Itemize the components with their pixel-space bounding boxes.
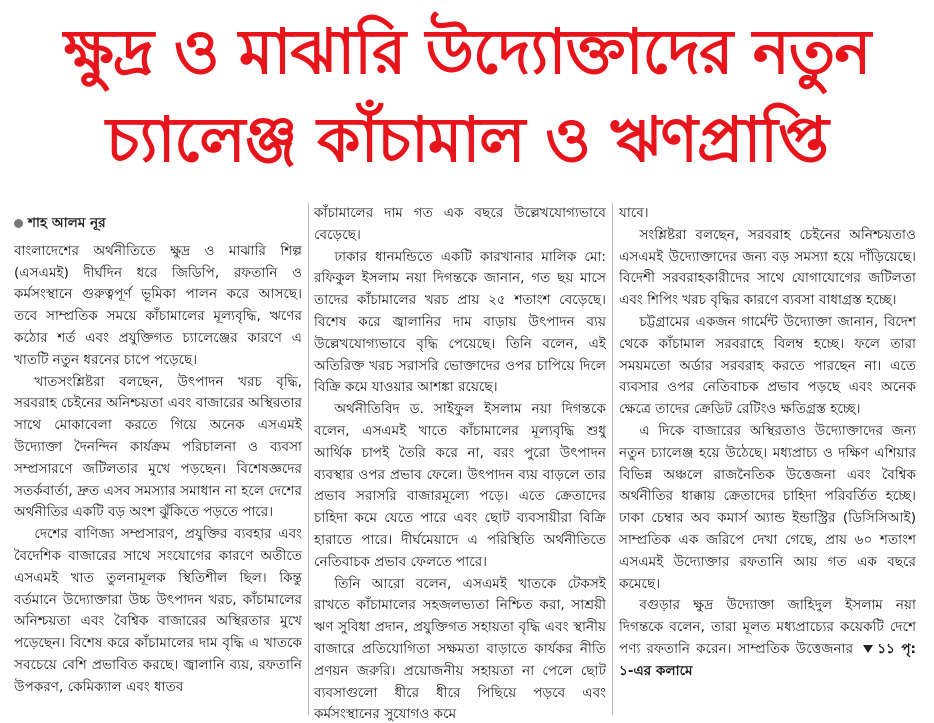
- paragraph: অর্থনীতিবিদ ড. সাইফুল ইসলাম নয়া দিগন্তকে বলেন, এসএমই খাতে কাঁচামালের মূল্যবৃদ্ধি শুধু আর্থিক চাপই তৈরি করে না, বরং পুরো উৎপাদন ব্যবস্থার ওপর প্রভাব ফেলে। উৎপাদন ব্যয় বাড়লে তার প্রভাব সরাসরি বাজারমূল্যে পড়ে। এতে ক্রেতাদের চাহিদা কমে যেতে পারে এবং ছোট ব্যবসায়ীরা বিক্রি হারাতে পারে। দীর্ঘমেয়াদে এ পরিস্থিতি অর্থনীতিতে নেতিবাচক প্রভাব ফেলতে পারে।: [314, 401, 606, 570]
- column-divider: [308, 203, 309, 715]
- article-column-1: [14, 203, 302, 723]
- paragraph: খাতসংশ্লিষ্টরা বলছেন, উৎপাদন খরচ বৃদ্ধি, সরবরাহ চেইনের অনিশ্চয়তা এবং বাজারের অস্থিরতার সাথে মোকাবেলা করতে গিয়ে অনেক এসএমই উদ্যোক্তা দৈনন্দিন কার্যক্রম পরিচালনা ও ব্যবসা সম্প্রসারণে জটিলতার মুখে পড়ছেন। বিশেষজ্ঞদের সতর্কবার্তা, দ্রুত এসব সমস্যার সমাধান না হলে দেশের অর্থনীতির একটি বড় অংশ ঝুঁকিতে পড়তে পারে।: [14, 373, 302, 521]
- continue-arrow-icon: [863, 645, 873, 653]
- paragraph: [619, 595, 916, 682]
- paragraph: দেশের বাণিজ্য সম্প্রসারণ, প্রযুক্তির ব্যবহার এবং বৈদেশিক বাজারের সাথে সংযোগের কারণে অতীতে এসএমই খাত তুলনামূলক স্থিতিশীল ছিল। কিন্তু বর্তমানে উদ্যোক্তারা উচ্চ উৎপাদন খরচ, কাঁচামালের অনিশ্চয়তা এবং বৈশ্বিক বাজারের অস্থিরতার মুখে পড়েছেন। বিশেষ করে কাঁচামালের দাম বৃদ্ধি এ খাতকে সবচেয়ে বেশি প্রভাবিত করছে। জ্বালানি ব্যয়, রফতানি উপকরণ, কেমিক্যাল এবং ধাতব: [14, 526, 302, 695]
- headline-line-1: ক্ষুদ্র ও মাঝারি উদ্যোক্তাদের নতুন: [63, 15, 871, 88]
- paragraph: এ দিকে বাজারের অস্থিরতাও উদ্যোক্তাদের জন্য নতুন চ্যালেঞ্জ হয়ে উঠেছে। মধ্যপ্রাচ্য ও দক্ষিণ এশিয়ার বিভিন্ন অঞ্চলে রাজনৈতিক উত্তেজনা এবং বৈশ্বিক অর্থনীতির ধাক্কায় ক্রেতাদের চাহিদা পরিবর্তিত হচ্ছে। ঢাকা চেম্বার অব কমার্স অ্যান্ড ইন্ডাস্ট্রির (ডিসিসিআই) সাম্প্রতিক এক জরিপে দেখা গেছে, প্রায় ৬০ শতাংশ এসএমই উদ্যোক্তার রফতানি আয় গত এক বছরে কমেছে।: [619, 422, 916, 592]
- paragraph: সংশ্লিষ্টরা বলছেন, সরবরাহ চেইনের অনিশ্চয়তাও এসএমই উদ্যোক্তাদের জন্য বড় সমস্যা হয়ে দাঁড়িয়েছে। বিদেশী সরবরাহকারীদের সাথে যোগাযোগের জটিলতা এবং শিপিং খরচ বৃদ্ধির কারণে ব্যবসা বাধাগ্রস্ত হচ্ছে।: [619, 226, 916, 309]
- paragraph: কাঁচামালের দাম গত এক বছরে উল্লেখযোগ্যভাবে বেড়েছে।: [314, 205, 606, 243]
- byline: [14, 213, 302, 235]
- bullet-icon: [14, 219, 23, 228]
- article-column-3: [619, 203, 916, 723]
- author-name: শাহ আলম নূর: [28, 215, 106, 231]
- paragraph: ঢাকার ধানমন্ডিতে একটি কারখানার মালিক মো: রফিকুল ইসলাম নয়া দিগন্তকে জানান, গত ছয় মাসে তাদের কাঁচামালের খরচ প্রায় ২৫ শতাংশ বেড়েছে। বিশেষ করে জ্বালানির দাম বাড়ায় উৎপাদন ব্যয় উল্লেখযোগ্যভাবে বৃদ্ধি পেয়েছে। তিনি বলেন, এই অতিরিক্ত খরচ সরাসরি ভোক্তাদের ওপর চাপিয়ে দিলে বিক্রি কমে যাওয়ার আশঙ্কা রয়েছে।: [314, 248, 606, 396]
- column-divider: [612, 203, 613, 715]
- headline: [0, 0, 934, 192]
- paragraph: চট্টগ্রামের একজন গার্মেন্ট উদ্যোক্তা জানান, বিদেশ থেকে কাঁচামাল সরবরাহে বিলম্ব হচ্ছে। ফলে তারা সময়মতো অর্ডার সরবরাহ করতে পারছেন না। এতে ব্যবসার ওপর নেতিবাচক প্রভাব পড়ছে এবং অনেক ক্ষেত্রে তাদের ক্রেডিট রেটিংও ক্ষতিগ্রস্ত হচ্ছে।: [619, 313, 916, 418]
- paragraph-text: বগুড়ার ক্ষুদ্র উদ্যোক্তা জাহিদুল ইসলাম নয়া দিগন্তকে বলেন, তারা মূলত মধ্যপ্রাচ্যের কয়েকটি দেশে পণ্য রফতানি করেন। সাম্প্রতিক উত্তেজনার: [619, 597, 916, 657]
- article-column-2: [314, 203, 606, 723]
- headline-line-2: চ্যালেঞ্জ কাঁচামাল ও ঋণপ্রাপ্তি: [106, 103, 828, 176]
- paragraph: তিনি আরো বলেন, এসএমই খাতকে টেকসই রাখতে কাঁচামালের সহজলভ্যতা নিশ্চিত করা, সাশ্রয়ী ঋণ সুবিধা প্রদান, প্রযুক্তিগত সহায়তা বৃদ্ধি এবং স্থানীয় বাজারে প্রতিযোগিতা সক্ষমতা বাড়াতে কার্যকর নীতি প্রণয়ন জরুরি। প্রয়োজনীয় সহায়তা না পেলে ছোট ব্যবসাগুলো ধীরে ধীরে পিছিয়ে পড়বে এবং কর্মসংস্থানের সুযোগও কমে: [314, 575, 606, 723]
- paragraph: বাংলাদেশের অর্থনীতিতে ক্ষুদ্র ও মাঝারি শিল্প (এসএমই) দীর্ঘদিন ধরে জিডিপি, রফতানি ও কর্মসংস্থানে গুরুত্বপূর্ণ ভূমিকা পালন করে আসছে। তবে সাম্প্রতিক সময়ে কাঁচামালের মূল্যবৃদ্ধি, ঋণের কঠোর শর্ত এবং প্রযুক্তিগত চ্যালেঞ্জের কারণে এ খাতটি নতুন ধরনের চাপে পড়েছে।: [14, 242, 302, 368]
- continuation-jump: ১১ পৃ: ১-এর কলামে: [619, 640, 916, 679]
- paragraph: যাবে।: [619, 205, 649, 221]
